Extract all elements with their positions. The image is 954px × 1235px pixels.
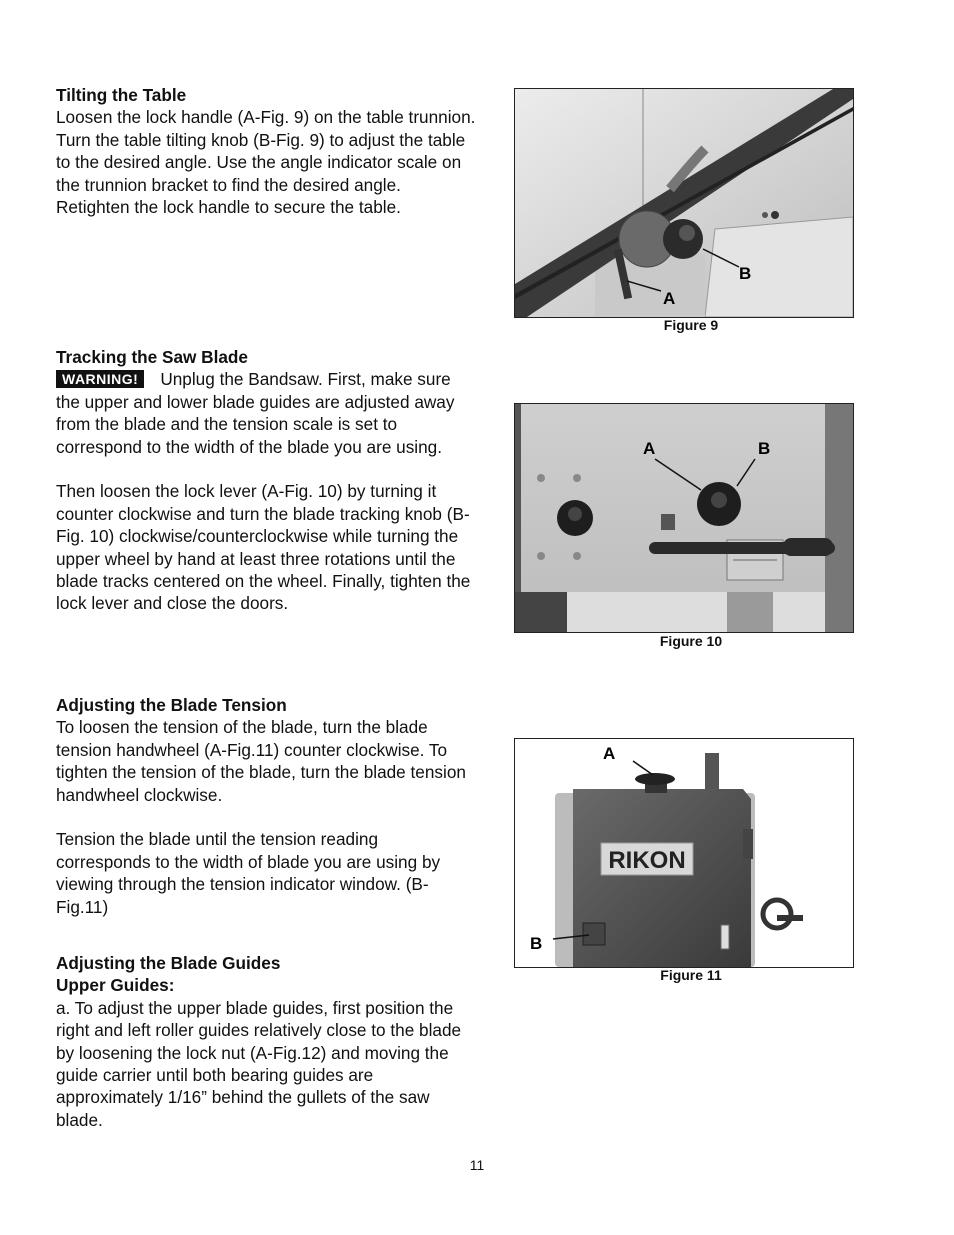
paragraph-tracking-warning bbox=[56, 368, 476, 458]
figure-10-illustration bbox=[515, 404, 853, 632]
paragraph-tension-1: To loosen the tension of the blade, turn the blade tension handwheel (A-Fig.11) counter clockwise. To tighten the tension of the blade, turn the blade tension handwheel clockwise. bbox=[56, 717, 466, 805]
figure-10-caption: Figure 10 bbox=[659, 633, 723, 649]
warning-text: Unplug the Bandsaw. First, make sure the upper and lower blade guides are adjusted away from the blade and the tension scale is set to correspond to the width of the blade you are using. bbox=[56, 369, 455, 457]
paragraph-tilting-table: Loosen the lock handle (A-Fig. 9) on the table trunnion. Turn the table tilting knob (B-Fig. 9) to adjust the table to the desired angle. Use the angle indicator scale on the trunnion bracket to find the desired angle. Retighten the lock handle to secure the table. bbox=[56, 107, 476, 218]
subheading-upper-guides: Upper Guides: bbox=[56, 975, 175, 996]
figure-9-illustration bbox=[515, 89, 853, 317]
figure-10-label-a: A bbox=[643, 439, 656, 458]
page-number: 11 bbox=[469, 1157, 485, 1173]
section-blade-guides bbox=[56, 952, 476, 1131]
figure-11-label-a: A bbox=[603, 744, 616, 763]
figure-11-caption: Figure 11 bbox=[660, 967, 722, 983]
figure-9-caption: Figure 9 bbox=[663, 317, 719, 333]
warning-badge: WARNING! bbox=[56, 370, 144, 388]
section-tilting-table bbox=[56, 84, 476, 218]
heading-tilting-table: Tilting the Table bbox=[56, 85, 187, 105]
section-blade-tension bbox=[56, 694, 476, 918]
paragraph-upper-guides: a. To adjust the upper blade guides, first position the right and left roller guides relatively close to the blade by loosening the lock nut (A-Fig.12) and moving the guide carrier until both bearing guides are approximately 1/16” behind the gullets of the saw blade. bbox=[56, 997, 462, 1130]
heading-blade-tension: Adjusting the Blade Tension bbox=[56, 695, 287, 715]
heading-blade-guides: Adjusting the Blade Guides bbox=[56, 953, 281, 973]
paragraph-tension-2: Tension the blade until the tension reading corresponds to the width of blade you are using by viewing through the tension indicator window. (B-Fig.11) bbox=[56, 829, 441, 917]
figure-11-rikon-logo: RIKON bbox=[608, 847, 686, 874]
figure-10-photo bbox=[514, 403, 854, 633]
figure-9-label-b: B bbox=[739, 264, 752, 283]
heading-tracking-blade: Tracking the Saw Blade bbox=[56, 347, 248, 367]
paragraph-tracking-procedure: Then loosen the lock lever (A-Fig. 10) by turning it counter clockwise and turn the blade tracking knob (B-Fig. 10) clockwise/counterclockwise while turning the upper wheel by hand at least three rotations until the blade tracks centered on the wheel. Finally, tighten the lock lever and close the doors. bbox=[56, 481, 471, 614]
figure-9-label-a: A bbox=[663, 289, 676, 308]
figure-11-label-b: B bbox=[530, 934, 543, 953]
figure-11-photo bbox=[514, 738, 854, 968]
figure-11-illustration bbox=[515, 739, 853, 967]
figure-9-photo bbox=[514, 88, 854, 318]
figure-10-label-b: B bbox=[758, 439, 771, 458]
section-tracking-blade bbox=[56, 346, 476, 615]
